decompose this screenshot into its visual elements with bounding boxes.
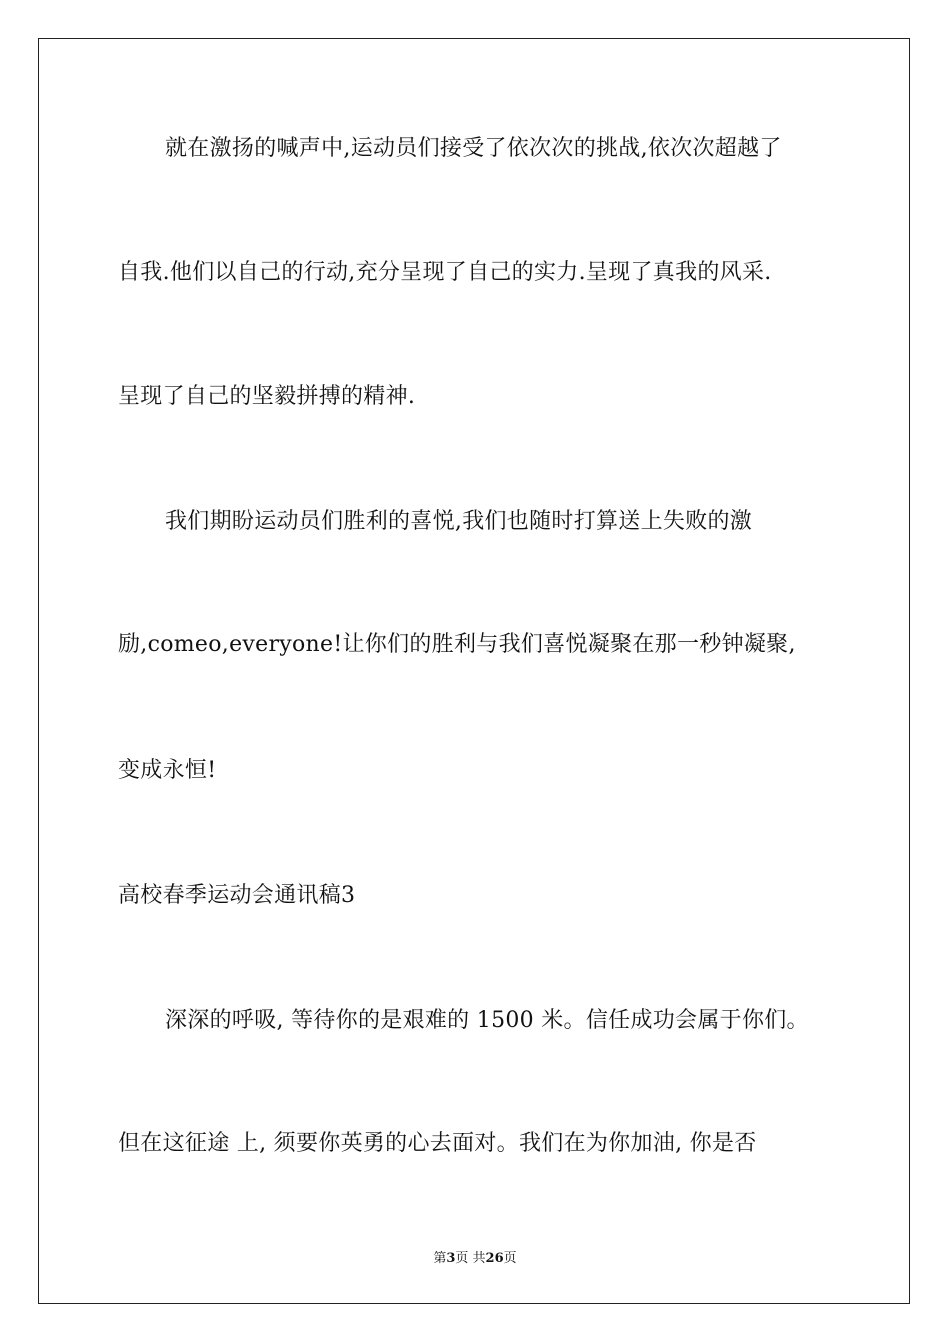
- paragraph-line-2: 自我.他们以自己的行动,充分呈现了自己的实力.呈现了真我的风采.: [118, 260, 772, 285]
- paragraph-line-5: 励,comeo,everyone!让你们的胜利与我们喜悦凝聚在那一秒钟凝聚,: [118, 632, 796, 657]
- paragraph-line-8: 深深的呼吸, 等待你的是艰难的 1500 米。信任成功会属于你们。: [165, 1008, 809, 1033]
- paragraph-line-4: 我们期盼运动员们胜利的喜悦,我们也随时打算送上失败的激: [165, 509, 753, 534]
- footer-prefix: 第: [433, 1251, 447, 1266]
- page-border: [38, 38, 910, 1304]
- section-heading: 高校春季运动会通讯稿3: [118, 883, 356, 908]
- footer-total-pages: 26: [485, 1251, 504, 1266]
- paragraph-line-1: 就在激扬的喊声中,运动员们接受了依次次的挑战,依次次超越了: [165, 136, 782, 161]
- footer-mid: 页 共: [455, 1251, 486, 1266]
- footer-page-number: 3: [446, 1251, 456, 1266]
- page-footer: [0, 1247, 950, 1266]
- footer-suffix: 页: [503, 1251, 517, 1266]
- paragraph-line-3: 呈现了自己的坚毅拼搏的精神.: [118, 384, 416, 409]
- paragraph-line-9: 但在这征途 上, 须要你英勇的心去面对。我们在为你加油, 你是否: [118, 1131, 757, 1156]
- paragraph-line-6: 变成永恒!: [118, 758, 217, 783]
